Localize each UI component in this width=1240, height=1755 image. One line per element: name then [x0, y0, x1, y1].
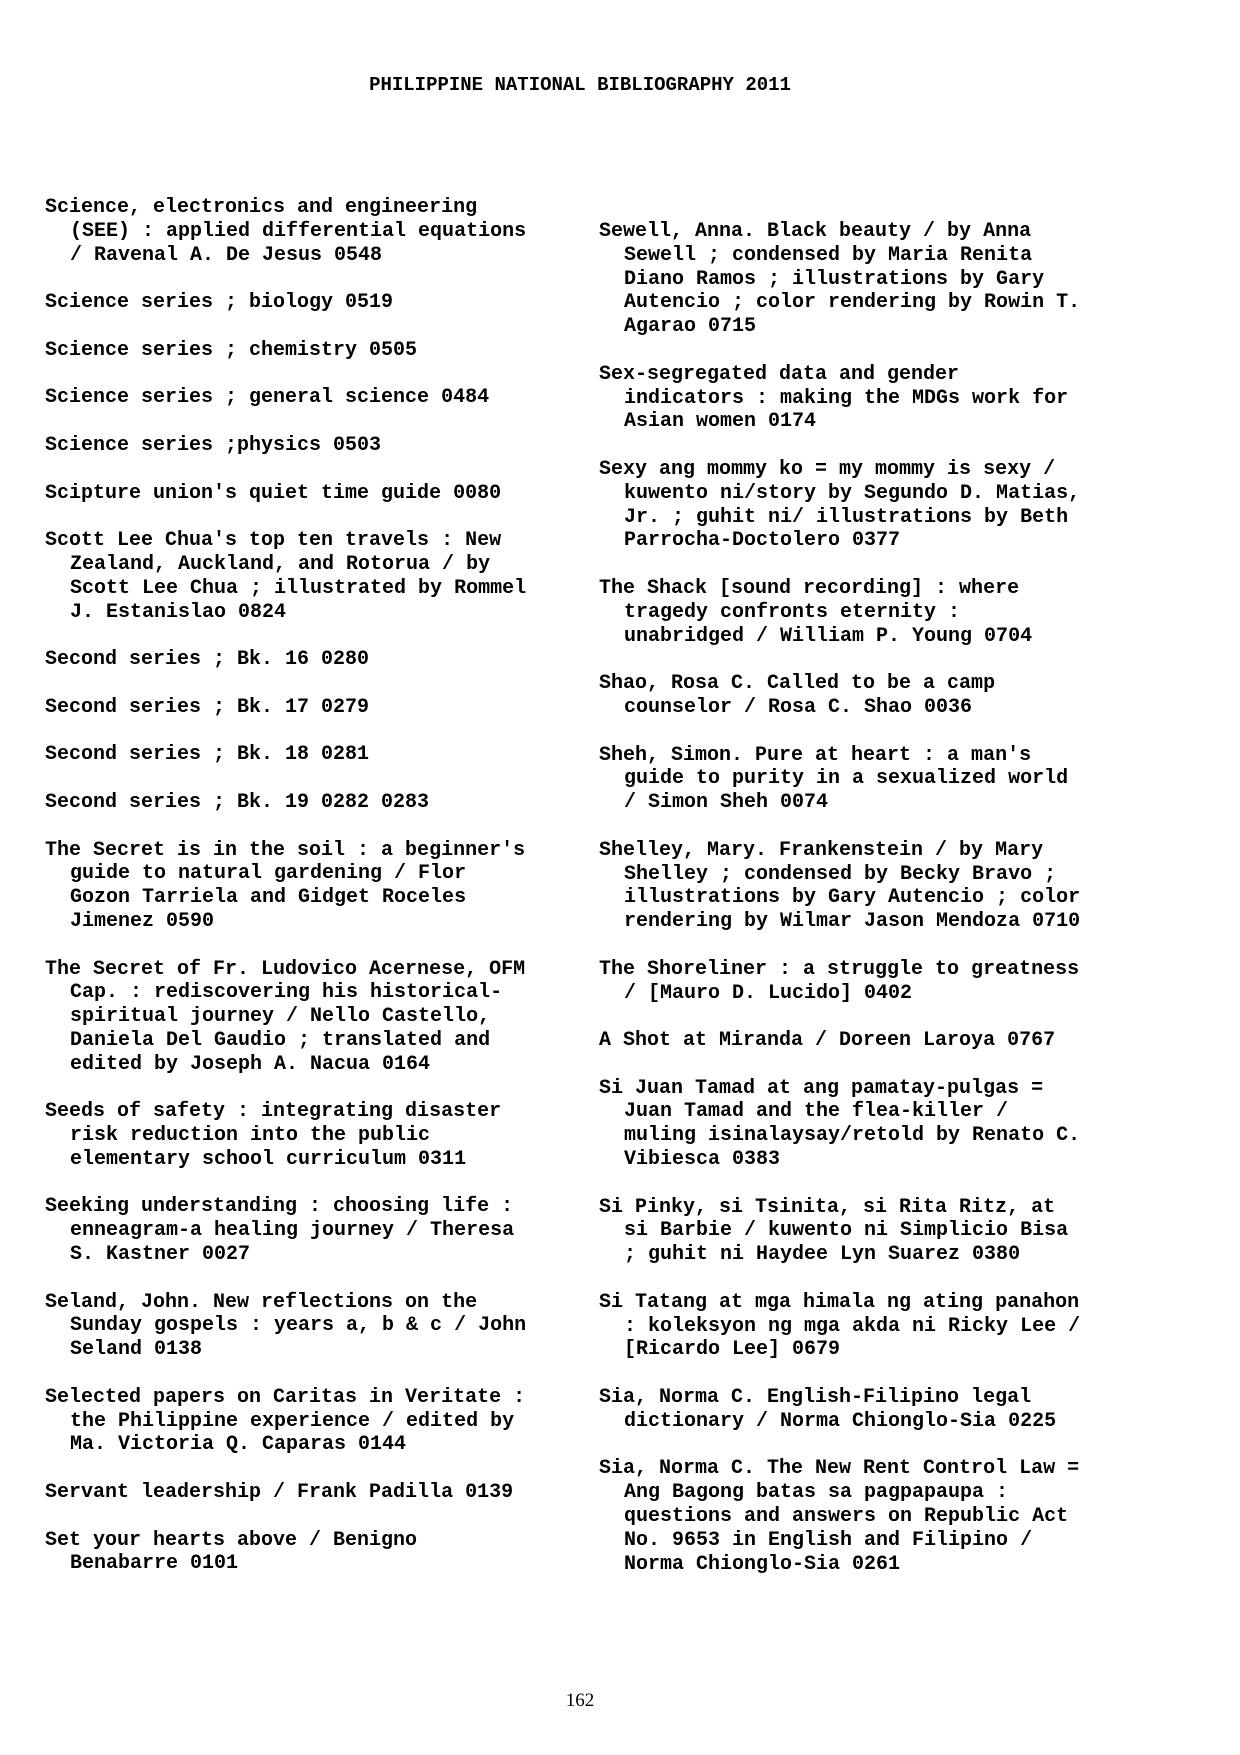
bibliography-entry — [45, 958, 565, 1077]
entry-line: risk reduction into the public — [70, 1124, 431, 1148]
entry-line: Shelley, Mary. Frankenstein / by Mary — [599, 838, 1044, 862]
entry-line: Science, electronics and engineering — [45, 196, 478, 219]
entry-line: indicators : making the MDGs work for — [624, 386, 1069, 410]
entry-line: Science series ; chemistry 0505 — [45, 338, 418, 362]
entry-line: Cap. : rediscovering his historical- — [70, 981, 503, 1005]
entry-line: unabridged / William P. Young 0704 — [624, 624, 1033, 648]
entry-line: Zealand, Auckland, and Rotorua / by — [70, 552, 491, 576]
bibliography-entry — [599, 220, 1119, 339]
entry-line: the Philippine experience / edited by — [70, 1409, 515, 1433]
entry-line: muling isinalaysay/retold by Renato C. — [624, 1124, 1081, 1148]
bibliography-entry — [45, 743, 565, 767]
bibliography-entry — [45, 434, 565, 458]
entry-line: Sewell ; condensed by Maria Renita — [624, 243, 1033, 267]
entry-line: The Secret is in the soil : a beginner's — [45, 838, 526, 862]
entry-line: Benabarre 0101 — [70, 1552, 239, 1576]
entry-line: Asian women 0174 — [624, 410, 817, 434]
entry-line: Sheh, Simon. Pure at heart : a man's — [599, 743, 1032, 767]
entry-line: Si Pinky, si Tsinita, si Rita Ritz, at — [599, 1195, 1056, 1219]
entry-line: / Ravenal A. De Jesus 0548 — [70, 243, 383, 267]
bibliography-entry — [45, 1481, 565, 1505]
bibliography-entry — [45, 291, 565, 315]
entry-line: J. Estanislao 0824 — [70, 600, 287, 624]
bibliography-entry — [599, 1291, 1119, 1362]
bibliography-entry — [599, 1386, 1119, 1434]
entry-line: Second series ; Bk. 17 0279 — [45, 695, 370, 719]
entry-line: Servant leadership / Frank Padilla 0139 — [45, 1481, 514, 1505]
entry-line: Scott Lee Chua ; illustrated by Rommel — [70, 576, 527, 600]
bibliography-entry — [599, 458, 1119, 553]
bibliography-entry — [45, 482, 565, 506]
entry-line: Seland, John. New reflections on the — [45, 1290, 478, 1314]
entry-line: Second series ; Bk. 18 0281 — [45, 743, 370, 767]
entry-line: Seland 0138 — [70, 1338, 203, 1362]
entry-line: kuwento ni/story by Segundo D. Matias, — [624, 481, 1081, 505]
entry-line: enneagram-a healing journey / Theresa — [70, 1219, 515, 1243]
entry-line: elementary school curriculum 0311 — [70, 1147, 467, 1171]
entry-line: illustrations by Gary Autencio ; color — [624, 886, 1081, 910]
entry-line: S. Kastner 0027 — [70, 1243, 251, 1267]
bibliography-entry — [45, 386, 565, 410]
entry-line: spiritual journey / Nello Castello, — [70, 1005, 491, 1029]
entry-line: counselor / Rosa C. Shao 0036 — [624, 695, 973, 719]
entry-line: Agarao 0715 — [624, 315, 757, 339]
entry-line: Shelley ; condensed by Becky Bravo ; — [624, 862, 1057, 886]
entry-line: (SEE) : applied differential equations — [70, 219, 527, 243]
entry-line: si Barbie / kuwento ni Simplicio Bisa — [624, 1219, 1069, 1243]
entry-line: guide to purity in a sexualized world — [624, 767, 1069, 791]
bibliography-entry — [599, 363, 1119, 434]
bibliography-entry — [45, 696, 565, 720]
bibliography-entry — [599, 958, 1119, 1006]
entry-line: Gozon Tarriela and Gidget Roceles — [70, 886, 467, 910]
right-column — [599, 220, 1119, 1600]
entry-line: rendering by Wilmar Jason Mendoza 0710 — [624, 910, 1081, 934]
entry-line: Jr. ; guhit ni/ illustrations by Beth — [624, 505, 1069, 529]
entry-line: Sex-segregated data and gender — [599, 362, 960, 386]
entry-line: Seeds of safety : integrating disaster — [45, 1100, 502, 1124]
bibliography-entry — [45, 529, 565, 624]
bibliography-entry — [599, 839, 1119, 934]
entry-line: The Secret of Fr. Ludovico Acernese, OFM — [45, 957, 526, 981]
entry-line: edited by Joseph A. Nacua 0164 — [70, 1052, 431, 1076]
bibliography-entry — [45, 196, 565, 267]
entry-line: Vibiesca 0383 — [624, 1148, 781, 1172]
page-header: PHILIPPINE NATIONAL BIBLIOGRAPHY 2011 — [369, 74, 791, 96]
entry-line: Sexy ang mommy ko = my mommy is sexy / — [599, 457, 1056, 481]
entry-line: Diano Ramos ; illustrations by Gary — [624, 267, 1045, 291]
page-number: 162 — [565, 1690, 595, 1711]
bibliography-entry — [599, 1457, 1119, 1576]
bibliography-entry — [45, 1195, 565, 1266]
entry-line: No. 9653 in English and Filipino / — [624, 1528, 1033, 1552]
entry-line: guide to natural gardening / Flor — [70, 862, 467, 886]
bibliography-entry — [45, 1529, 565, 1577]
entry-line: Jimenez 0590 — [70, 909, 215, 933]
entry-line: The Shack [sound recording] : where — [599, 576, 1020, 600]
bibliography-entry — [599, 577, 1119, 648]
entry-line: [Ricardo Lee] 0679 — [624, 1338, 841, 1362]
left-column — [45, 196, 565, 1600]
bibliography-entry — [45, 1100, 565, 1171]
bibliography-entry — [599, 744, 1119, 815]
bibliography-entry — [45, 839, 565, 934]
entry-line: questions and answers on Republic Act — [624, 1505, 1069, 1529]
entry-line: Science series ; general science 0484 — [45, 386, 490, 410]
bibliography-entry — [45, 648, 565, 672]
entry-line: Scott Lee Chua's top ten travels : New — [45, 529, 502, 553]
entry-line: Ang Bagong batas sa pagpapaupa : — [624, 1481, 1009, 1505]
entry-line: Sia, Norma C. English-Filipino legal — [599, 1386, 1032, 1410]
entry-line: Juan Tamad and the flea-killer / — [624, 1100, 1009, 1124]
entry-line: Sia, Norma C. The New Rent Control Law = — [599, 1457, 1080, 1481]
entry-line: Set your hearts above / Benigno — [45, 1528, 418, 1552]
entry-line: Second series ; Bk. 19 0282 0283 — [45, 790, 430, 814]
entry-line: : koleksyon ng mga akda ni Ricky Lee / — [624, 1314, 1081, 1338]
entry-line: Second series ; Bk. 16 0280 — [45, 648, 370, 672]
bibliography-entry — [45, 791, 565, 815]
entry-line: Shao, Rosa C. Called to be a camp — [599, 672, 996, 696]
bibliography-entry — [599, 1196, 1119, 1267]
entry-line: Si Tatang at mga himala ng ating panahon — [599, 1290, 1080, 1314]
entry-line: Science series ;physics 0503 — [45, 433, 382, 457]
entry-line: Norma Chionglo-Sia 0261 — [624, 1552, 901, 1576]
bibliography-entry — [599, 1029, 1119, 1053]
entry-line: Sewell, Anna. Black beauty / by Anna — [599, 220, 1032, 243]
entry-line: Ma. Victoria Q. Caparas 0144 — [70, 1433, 407, 1457]
entry-line: Autencio ; color rendering by Rowin T. — [624, 291, 1081, 315]
entry-line: / [Mauro D. Lucido] 0402 — [624, 981, 913, 1005]
entry-line: Scipture union's quiet time guide 0080 — [45, 481, 502, 505]
entry-line: / Simon Sheh 0074 — [624, 791, 829, 815]
entry-line: Seeking understanding : choosing life : — [45, 1195, 514, 1219]
entry-line: Parrocha-Doctolero 0377 — [624, 529, 901, 553]
bibliography-entry — [45, 1386, 565, 1457]
bibliography-entry — [45, 339, 565, 363]
bibliography-entry — [45, 1291, 565, 1362]
entry-line: Selected papers on Caritas in Veritate : — [45, 1385, 526, 1409]
entry-line: tragedy confronts eternity : — [624, 600, 961, 624]
entry-line: Science series ; biology 0519 — [45, 291, 394, 315]
entry-line: The Shoreliner : a struggle to greatness — [599, 957, 1080, 981]
entry-line: dictionary / Norma Chionglo-Sia 0225 — [624, 1409, 1057, 1433]
entry-line: Daniela Del Gaudio ; translated and — [70, 1028, 491, 1052]
entry-line: Sunday gospels : years a, b & c / John — [70, 1314, 527, 1338]
bibliography-entry — [599, 672, 1119, 720]
bibliography-entry — [599, 1077, 1119, 1172]
entry-line: Si Juan Tamad at ang pamatay-pulgas = — [599, 1076, 1044, 1100]
entry-line: ; guhit ni Haydee Lyn Suarez 0380 — [624, 1243, 1021, 1267]
entry-line: A Shot at Miranda / Doreen Laroya 0767 — [599, 1029, 1056, 1053]
